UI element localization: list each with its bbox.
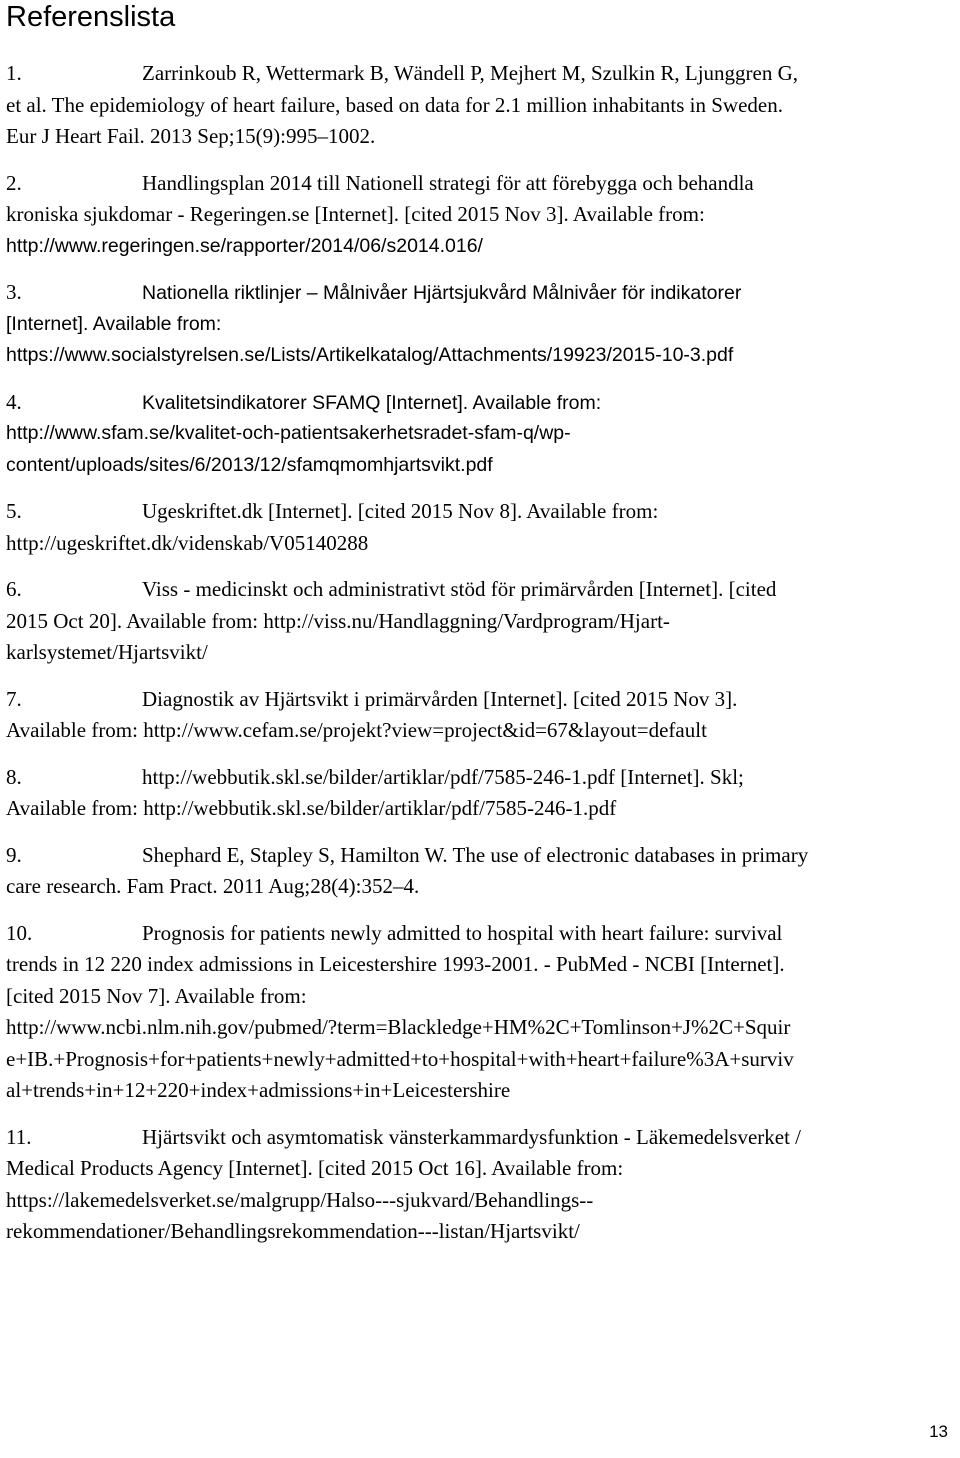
reference-entry <box>6 574 954 669</box>
reference-line <box>6 793 954 825</box>
reference-text: [cited 2015 Nov 7]. Available from: <box>6 983 307 1008</box>
reference-text: Handlingsplan 2014 till Nationell strategi för att förebygga och behandla <box>142 170 754 195</box>
reference-number: 7. <box>6 686 22 711</box>
reference-line <box>6 1153 954 1185</box>
reference-entry <box>6 168 954 263</box>
reference-text: Shephard E, Stapley S, Hamilton W. The use of electronic databases in primary <box>142 842 809 867</box>
reference-entry <box>6 496 954 559</box>
reference-entry <box>6 762 954 825</box>
reference-number: 11. <box>6 1124 32 1149</box>
reference-list <box>6 58 954 1263</box>
reference-line <box>6 1185 954 1217</box>
reference-text: trends in 12 220 index admissions in Leicestershire 1993-2001. - PubMed - NCBI [Internet]. <box>6 952 785 976</box>
reference-text: Diagnostik av Hjärtsvikt i primärvården [Internet]. [cited 2015 Nov 3]. <box>142 686 738 711</box>
reference-line <box>6 918 954 950</box>
reference-line <box>6 684 954 716</box>
reference-text: Nationella riktlinjer – Målnivåer Hjärtsjukvård Målnivåer för indikatorer <box>142 282 742 304</box>
reference-text: http://www.ncbi.nlm.nih.gov/pubmed/?term=Blackledge+HM%2C+Tomlinson+J%2C+Squir <box>6 1015 791 1039</box>
reference-line <box>6 90 954 122</box>
reference-entry <box>6 1122 954 1248</box>
reference-entry <box>6 918 954 1107</box>
reference-text: Zarrinkoub R, Wettermark B, Wändell P, Mejhert M, Szulkin R, Ljunggren G, <box>142 61 799 85</box>
page-title: Referenslista <box>6 1 176 33</box>
reference-number: 6. <box>6 577 22 601</box>
reference-line <box>6 58 954 90</box>
reference-line <box>6 231 954 263</box>
reference-line <box>6 574 954 606</box>
reference-line <box>6 168 954 200</box>
reference-text: http://www.sfam.se/kvalitet-och-patientsakerhetsradet-sfam-q/wp- <box>6 422 571 444</box>
reference-text: [Internet]. Available from: <box>6 312 222 335</box>
reference-text: e+IB.+Prognosis+for+patients+newly+admitted+to+hospital+with+heart+failure%3A+surviv <box>6 1046 794 1071</box>
reference-line <box>6 418 954 450</box>
reference-text: 2015 Oct 20]. Available from: http://viss.nu/Handlaggning/Vardprogram/Hjart- <box>6 608 670 633</box>
reference-line <box>6 121 954 153</box>
reference-text: kroniska sjukdomar - Regeringen.se [Internet]. [cited 2015 Nov 3]. Available from: <box>6 202 705 226</box>
reference-line <box>6 949 954 981</box>
reference-text: karlsystemet/Hjartsvikt/ <box>6 640 208 664</box>
reference-number: 8. <box>6 764 22 789</box>
reference-text: al+trends+in+12+220+index+admissions+in+Leicestershire <box>6 1078 511 1102</box>
reference-entry <box>6 840 954 903</box>
reference-text: Ugeskriftet.dk [Internet]. [cited 2015 Nov 8]. Available from: <box>142 499 659 523</box>
reference-text: Prognosis for patients newly admitted to hospital with heart failure: survival <box>142 920 783 945</box>
reference-line <box>6 387 954 419</box>
reference-number: 4. <box>6 389 22 414</box>
reference-text: http://webbutik.skl.se/bilder/artiklar/pdf/7585-246-1.pdf [Internet]. Skl; <box>142 764 744 789</box>
reference-number: 2. <box>6 170 22 195</box>
reference-line <box>6 715 954 747</box>
reference-line <box>6 981 954 1013</box>
reference-number: 10. <box>6 920 33 945</box>
reference-number: 1. <box>6 61 22 85</box>
reference-line <box>6 528 954 560</box>
reference-line <box>6 637 954 669</box>
reference-entry <box>6 684 954 747</box>
reference-line <box>6 199 954 231</box>
reference-number: 9. <box>6 842 22 867</box>
reference-line <box>6 871 954 903</box>
reference-line <box>6 840 954 872</box>
reference-number: 3. <box>6 280 22 304</box>
reference-line <box>6 1075 954 1107</box>
reference-text: http://ugeskriftet.dk/videnskab/V05140288 <box>6 530 369 555</box>
reference-line <box>6 450 954 482</box>
reference-text: Viss - medicinskt och administrativt stöd för primärvården [Internet]. [cited <box>142 577 777 601</box>
reference-text: https://lakemedelsverket.se/malgrupp/Halso---sjukvard/Behandlings-- <box>6 1187 594 1212</box>
reference-text: Medical Products Agency [Internet]. [cited 2015 Oct 16]. Available from: <box>6 1156 624 1180</box>
reference-text: Eur J Heart Fail. 2013 Sep;15(9):995–1002. <box>6 124 376 148</box>
reference-entry <box>6 277 954 372</box>
reference-text: Hjärtsvikt och asymtomatisk vänsterkammardysfunktion - Läkemedelsverket / <box>142 1124 801 1149</box>
reference-text: Available from: http://webbutik.skl.se/bilder/artiklar/pdf/7585-246-1.pdf <box>6 796 617 820</box>
reference-line <box>6 1122 954 1154</box>
reference-line <box>6 277 954 309</box>
reference-entry <box>6 387 954 482</box>
reference-line <box>6 1044 954 1076</box>
reference-line <box>6 340 954 372</box>
reference-line <box>6 309 954 341</box>
reference-text: rekommendationer/Behandlingsrekommendation---listan/Hjartsvikt/ <box>6 1219 580 1243</box>
reference-line <box>6 496 954 528</box>
reference-number: 5. <box>6 499 22 523</box>
reference-text: et al. The epidemiology of heart failure, based on data for 2.1 million inhabitants in Sweden. <box>6 92 783 117</box>
reference-text: Kvalitetsindikatorer SFAMQ [Internet]. Available from: <box>142 391 602 414</box>
page-number: 13 <box>929 1422 948 1441</box>
reference-entry <box>6 58 954 153</box>
reference-text: https://www.socialstyrelsen.se/Lists/Artikelkatalog/Attachments/19923/2015-10-3.pdf <box>6 344 734 366</box>
reference-text: http://www.regeringen.se/rapporter/2014/06/s2014.016/ <box>6 234 483 257</box>
reference-text: care research. Fam Pract. 2011 Aug;28(4):352–4. <box>6 874 420 898</box>
reference-line <box>6 1216 954 1248</box>
reference-text: content/uploads/sites/6/2013/12/sfamqmomhjartsvikt.pdf <box>6 453 493 476</box>
reference-line <box>6 762 954 794</box>
reference-line <box>6 606 954 638</box>
reference-text: Available from: http://www.cefam.se/projekt?view=project&id=67&layout=default <box>6 718 707 742</box>
reference-line <box>6 1012 954 1044</box>
